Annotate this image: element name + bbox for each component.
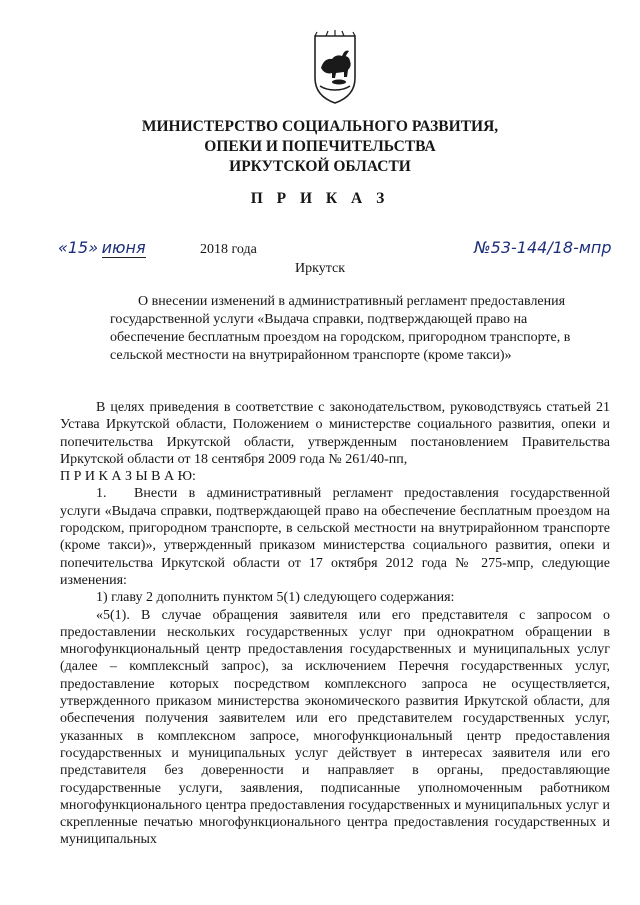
order-word: П Р И К А З Ы В А Ю:	[60, 469, 196, 485]
item-1-paragraph	[60, 485, 610, 589]
document-type-heading: П Р И К А З	[250, 190, 390, 207]
order-subject	[110, 293, 610, 365]
ministry-line-1: МИНИСТЕРСТВО СОЦИАЛЬНОГО РАЗВИТИЯ,	[141, 118, 499, 135]
subitem-1-paragraph: 1) главу 2 дополнить пунктом 5(1) следующего содержания:	[96, 590, 455, 606]
date-day: «15»	[58, 238, 99, 257]
coat-of-arms-icon	[312, 30, 358, 106]
date-year: 2018 года	[200, 242, 257, 257]
date-month: июня	[101, 238, 146, 257]
item-1-number: 1.	[96, 486, 107, 502]
subject-line: обеспечение бесплатным проездом на городском, пригородном транспорте, в	[110, 330, 571, 345]
subject-line: сельской местности на внутрирайонном транспорте (кроме такси)»	[110, 348, 512, 363]
ministry-line-2: ОПЕКИ И ПОПЕЧИТЕЛЬСТВА	[204, 138, 436, 155]
order-date-handwritten	[58, 238, 146, 258]
order-number	[474, 238, 612, 258]
preamble-paragraph: В целях приведения в соответствие с законодательством, руководствуясь статьей 21 Устава Иркутской области, Положением о министерстве социального развития, опеки и попечительства Иркутской области, утвержденным постановлением Правительства Иркутской области от 18 сентября 2009 года № 261/40-пп,	[60, 400, 610, 467]
quoted-clause-paragraph: «5(1). В случае обращения заявителя или его представителя с запросом о предоставлении нескольких государственных услуг при однократном обращении в многофункциональный центр предоставления государственных и муниципальных услуг (далее – комплексный запрос), за исключением Перечня государственных услуг, предоставление которых посредством комплексного запроса не осуществляется, утвержденного приказом министерства экономического развития Иркутской области, для обеспечения получения заявителем или его представителем государственных услуг, указанных в комплексном запросе, многофункциональный центр предоставления государственных и муниципальных услуг действует в интересах заявителя или его представителя без доверенности и направляет в органы, предоставляющие государственные услуги, заявления, подписанные уполномоченным работником многофункционального центра предоставления государственных и муниципальных услуг и скрепленные печатью многофункционального центра предоставления государственных и муниципальных	[60, 607, 610, 848]
ministry-line-3: ИРКУТСКОЙ ОБЛАСТИ	[229, 158, 411, 175]
ministry-name	[110, 117, 530, 177]
item-1-text: Внести в административный регламент предоставления государственной услуги «Выдача справки, подтверждающей право на обеспечение бесплатным проездом на городском, пригородном транспорте, в сельской местности на внутрирайонном транспорте (кроме такси)», утвержденный приказом министерства социального развития, опеки и попечительства Иркутской области от 17 октября 2012 года № 275-мпр, следующие изменения:	[60, 486, 610, 588]
order-number-handwritten: №53-144/18-мпр	[474, 238, 612, 257]
city: Иркутск	[294, 261, 346, 276]
subject-line: О внесении изменений в административный регламент предоставления	[138, 294, 566, 309]
order-body	[60, 399, 610, 849]
subject-line: государственной услуги «Выдача справки, подтверждающей право на	[110, 312, 528, 327]
